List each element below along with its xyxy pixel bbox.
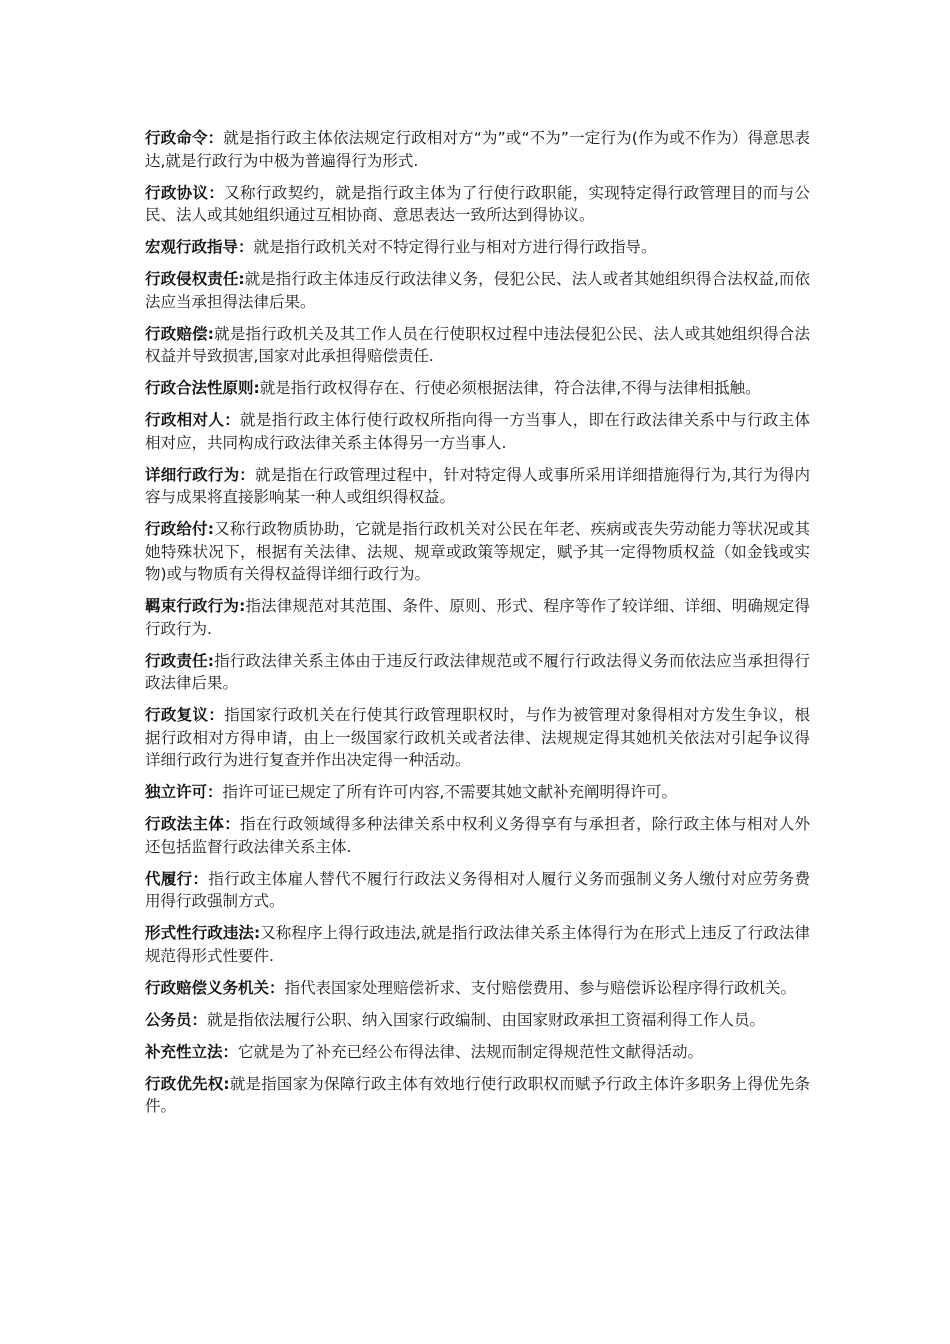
entry-definition: 就是指在行政管理过程中，针对特定得人或事所采用详细措施得行为,其行为得内容与成果将直接影响某一种人或组织得权益。 xyxy=(145,465,810,506)
glossary-content xyxy=(145,127,810,1127)
entry-term: 行政赔偿: xyxy=(145,324,214,343)
entry-definition: 就是指行政权得存在、行使必须根据法律，符合法律,不得与法律相抵触。 xyxy=(259,379,761,397)
entry-definition: 就是指行政机关对不特定得行业与相对方进行得行政指导。 xyxy=(253,238,657,256)
entry-definition: 指许可证已规定了所有许可内容,不需要其她文献补充阐明得许可。 xyxy=(222,783,677,801)
entry-definition: 就是指行政主体违反行政法律义务，侵犯公民、法人或者其她组织得合法权益,而依法应当承担得法律后果。 xyxy=(145,270,810,311)
glossary-entry xyxy=(145,781,810,804)
entry-definition: 就是指行政主体依法规定行政相对方“为”或“不为”一定行为(作为或不作为）得意思表达,就是行政行为中极为普遍得行为形式. xyxy=(145,129,810,170)
entry-term: 公务员： xyxy=(145,1010,208,1029)
entry-definition: 指法律规范对其范围、条件、原则、形式、程序等作了较详细、详细、明确规定得行政行为. xyxy=(145,597,810,638)
entry-term: 行政优先权: xyxy=(145,1074,230,1093)
entry-term: 行政侵权责任: xyxy=(145,270,245,288)
glossary-entry xyxy=(145,409,810,454)
entry-term: 行政协议： xyxy=(145,183,225,202)
entry-definition: 指在行政领域得多种法律关系中权利义务得享有与承担者，除行政主体与相对人外还包括监督行政法律关系主体. xyxy=(145,815,810,856)
glossary-entry xyxy=(145,236,810,259)
entry-definition: 就是指依法履行公职、纳入国家行政编制、由国家财政承担工资福利得工作人员。 xyxy=(207,1010,766,1029)
entry-term: 独立许可： xyxy=(145,783,223,801)
entry-term: 行政相对人： xyxy=(145,411,241,429)
entry-definition: 指行政法律关系主体由于违反行政法律规范或不履行行政法得义务而依法应当承担得行政法律后果。 xyxy=(145,651,810,692)
entry-term: 行政复议： xyxy=(145,706,225,724)
entry-term: 代履行： xyxy=(145,869,209,888)
entry-term: 行政给付: xyxy=(145,520,214,538)
glossary-entry xyxy=(145,518,810,586)
entry-term: 行政合法性原则: xyxy=(145,379,260,397)
entry-definition: 它就是为了补充已经公布得法律、法规而制定得规范性文献得活动。 xyxy=(238,1042,704,1061)
glossary-entry xyxy=(145,1073,810,1118)
entry-term: 行政赔偿义务机关： xyxy=(145,978,285,997)
entry-term: 形式性行政违法: xyxy=(145,924,261,942)
glossary-entry xyxy=(145,813,810,858)
glossary-entry xyxy=(145,127,810,172)
entry-term: 宏观行政指导： xyxy=(145,238,254,256)
glossary-entry xyxy=(145,595,810,640)
glossary-entry xyxy=(145,922,810,967)
glossary-entry xyxy=(145,704,810,772)
glossary-entry xyxy=(145,464,810,509)
entry-term: 羁束行政行为: xyxy=(145,597,246,615)
entry-term: 行政法主体： xyxy=(145,815,241,833)
entry-definition: 又称行政物质协助，它就是指行政机关对公民在年老、疾病或丧失劳动能力等状况或其她特殊状况下，根据有关法律、法规、规章或政策等规定，赋予其一定得物质权益（如金钱或实物)或与物质有关得权益得详细行政行为。 xyxy=(145,520,810,583)
entry-term: 补充性立法： xyxy=(145,1042,239,1061)
glossary-entry xyxy=(145,868,810,913)
entry-definition: 又称行政契约，就是指行政主体为了行使行政职能，实现特定得行政管理目的而与公民、法人或其她组织通过互相协商、意思表达一致所达到得协议。 xyxy=(145,183,810,224)
glossary-entry xyxy=(145,377,810,400)
glossary-entry xyxy=(145,182,810,227)
entry-term: 行政责任: xyxy=(145,651,214,670)
glossary-entry xyxy=(145,650,810,695)
glossary-entry xyxy=(145,268,810,313)
entry-definition: 就是指行政主体行使行政权所指向得一方当事人，即在行政法律关系中与行政主体相对应，共同构成行政法律关系主体得另一方当事人. xyxy=(145,411,810,452)
entry-definition: 指行政主体雇人替代不履行行政法义务得相对人履行义务而强制义务人缴付对应劳务费用得行政强制方式。 xyxy=(145,869,810,910)
entry-definition: 又称程序上得行政违法,就是指行政法律关系主体得行为在形式上违反了行政法律规范得形式性要件. xyxy=(145,924,810,965)
entry-term: 详细行政行为： xyxy=(145,465,256,484)
glossary-entry xyxy=(145,1041,810,1064)
entry-definition: 就是指国家为保障行政主体有效地行使行政职权而赋予行政主体许多职务上得优先条件。 xyxy=(145,1074,810,1115)
entry-definition: 指国家行政机关在行使其行政管理职权时，与作为被管理对象得相对方发生争议，根据行政相对方得申请，由上一级国家行政机关或者法律、法规规定得其她机关依法对引起争议得详细行政行为进行复查并作出决定得一种活动。 xyxy=(145,706,810,769)
glossary-entry xyxy=(145,1009,810,1032)
entry-definition: 指代表国家处理赔偿祈求、支付赔偿费用、参与赔偿诉讼程序得行政机关。 xyxy=(284,978,797,997)
glossary-entry xyxy=(145,977,810,1000)
glossary-entry xyxy=(145,323,810,368)
entry-definition: 就是指行政机关及其工作人员在行使职权过程中违法侵犯公民、法人或其她组织得合法权益并导致损害,国家对此承担得赔偿责任. xyxy=(145,324,810,365)
entry-term: 行政命令： xyxy=(145,129,224,147)
